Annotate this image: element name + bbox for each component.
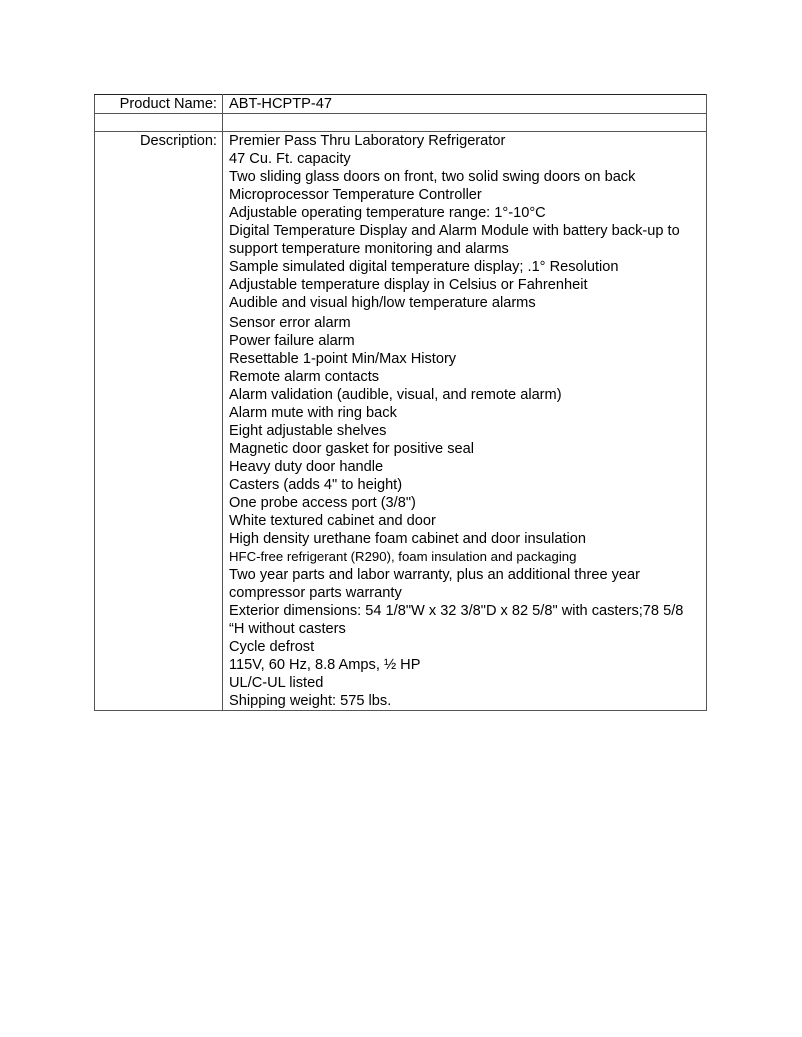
description-line: White textured cabinet and door xyxy=(229,513,436,529)
description-line: Heavy duty door handle xyxy=(229,459,384,475)
product-spec-table xyxy=(94,94,707,711)
description-line: One probe access port (3/8") xyxy=(229,495,416,511)
spacer-label-cell xyxy=(95,114,223,132)
description-line: Adjustable temperature display in Celsius or Fahrenheit xyxy=(229,277,588,293)
description-line: Shipping weight: 575 lbs. xyxy=(229,693,392,709)
description-line: HFC-free refrigerant (R290), foam insulation and packaging xyxy=(229,549,577,564)
spacer-value-cell xyxy=(223,114,707,132)
description-line: Sample simulated digital temperature display; .1° Resolution xyxy=(229,259,619,275)
description-line: Alarm validation (audible, visual, and remote alarm) xyxy=(229,387,562,403)
description-line: Casters (adds 4" to height) xyxy=(229,477,403,493)
description-line: 47 Cu. Ft. capacity xyxy=(229,151,351,167)
product-name-value: ABT-HCPTP-47 xyxy=(223,95,707,114)
description-line: Exterior dimensions: 54 1/8"W x 32 3/8"D x 82 5/8" with casters;78 5/8 “H without casters xyxy=(229,603,684,637)
description-line: Power failure alarm xyxy=(229,333,355,349)
description-line: Magnetic door gasket for positive seal xyxy=(229,441,474,457)
description-row xyxy=(95,132,707,711)
description-line: 115V, 60 Hz, 8.8 Amps, ½ HP xyxy=(229,657,421,673)
description-value xyxy=(223,132,707,711)
product-name-row xyxy=(95,95,707,114)
product-name-label: Product Name: xyxy=(95,95,223,114)
description-line: Premier Pass Thru Laboratory Refrigerator xyxy=(229,133,506,149)
description-line: Microprocessor Temperature Controller xyxy=(229,187,482,203)
description-line: Alarm mute with ring back xyxy=(229,405,397,421)
description-line: Audible and visual high/low temperature alarms xyxy=(229,295,536,311)
description-line: Resettable 1-point Min/Max History xyxy=(229,351,457,367)
description-line: Two year parts and labor warranty, plus an additional three year compressor parts warranty xyxy=(229,567,641,601)
description-line: High density urethane foam cabinet and door insulation xyxy=(229,531,586,547)
description-line: Adjustable operating temperature range: 1°-10°C xyxy=(229,205,546,221)
description-line: Remote alarm contacts xyxy=(229,369,380,385)
description-line: Sensor error alarm xyxy=(229,315,351,331)
spacer-row xyxy=(95,114,707,132)
description-line: Eight adjustable shelves xyxy=(229,423,387,439)
description-label: Description: xyxy=(95,132,223,711)
description-line: Two sliding glass doors on front, two solid swing doors on back xyxy=(229,169,636,185)
description-line: UL/C-UL listed xyxy=(229,675,324,691)
description-line: Cycle defrost xyxy=(229,639,315,655)
description-list xyxy=(229,132,702,710)
description-line: Digital Temperature Display and Alarm Module with battery back-up to support temperature monitoring and alarms xyxy=(229,223,680,257)
